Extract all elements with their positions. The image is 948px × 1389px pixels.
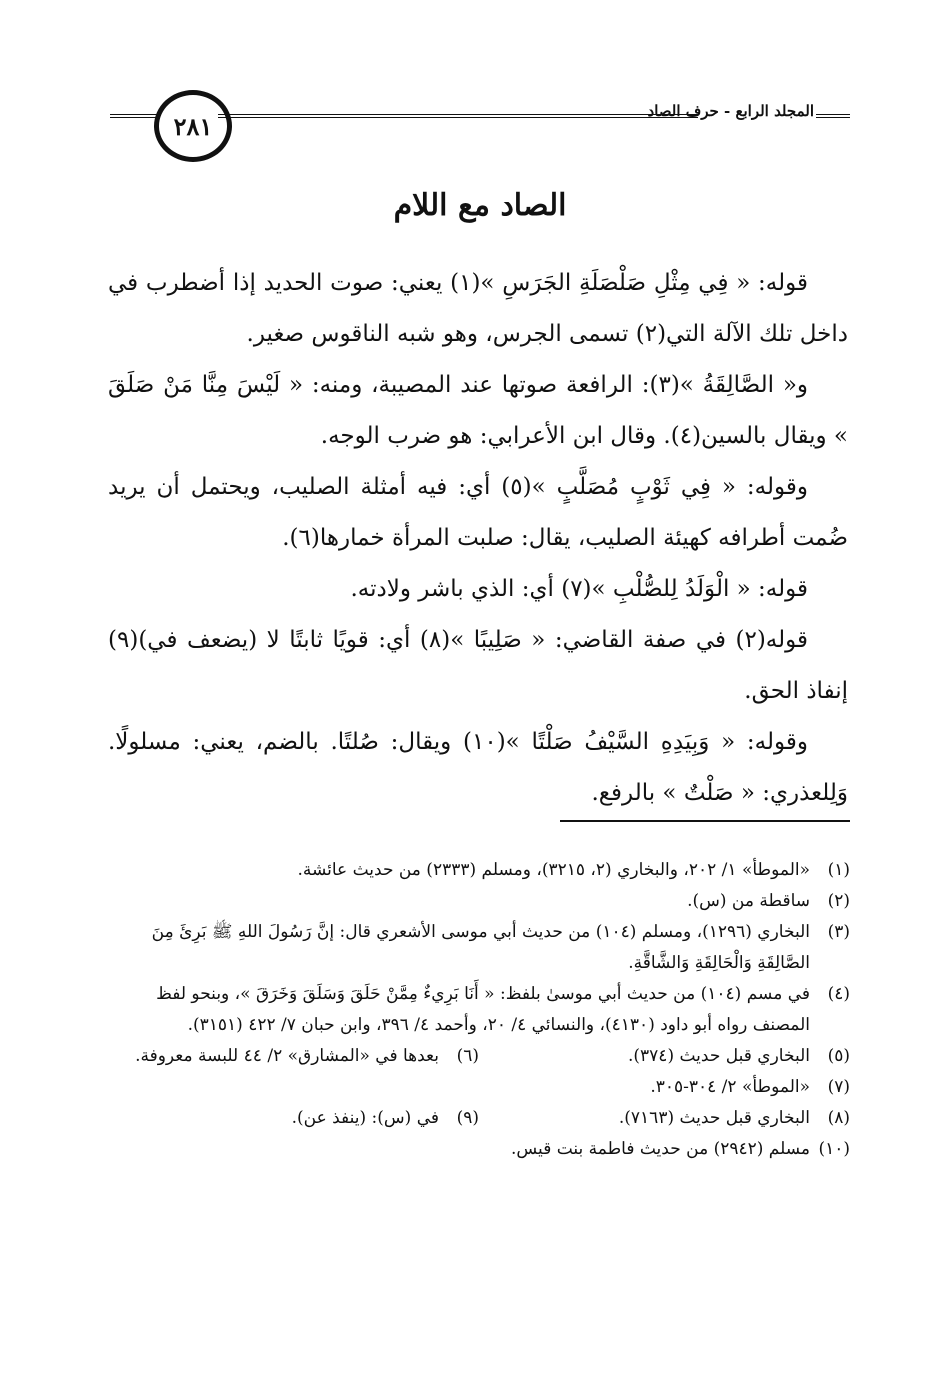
page-header <box>110 88 850 168</box>
footnote-number: (١٠) <box>818 1139 850 1159</box>
header-rule-right <box>816 114 850 118</box>
footnote-text: مسلم (٢٩٤٢) من حديث فاطمة بنت قيس. <box>510 1139 810 1159</box>
header-rule-middle <box>218 114 698 118</box>
paragraph: وقوله: « وَبِيَدِهِ السَّيْفُ صَلْتًا »(١٠) ويقال: صُلتًا. بالضم، يعني: مسلولًا. وَلِلعذري: « صَلْتٌ » بالرفع. <box>108 729 848 806</box>
footnotes <box>108 855 850 1165</box>
footnote <box>108 979 850 1041</box>
section-title: الصاد مع اللام <box>393 188 567 223</box>
paragraph: قوله(٢) في صفة القاضي: « صَلِيبًا »(٨) أي: قويًا ثابتًا لا (يضعف في)(٩) إنفاذ الحق. <box>108 627 848 704</box>
footnote-text: البخاري قبل حديث (٧١٦٣). <box>618 1108 810 1128</box>
footnote <box>479 1103 850 1134</box>
footnote-text: البخاري قبل حديث (٣٧٤). <box>628 1046 810 1066</box>
footnote <box>108 855 850 886</box>
footnote-text: «الموطأ» ١/ ٢٠٢، والبخاري (٢، ٣٢١٥)، ومسلم (٢٣٣٣) من حديث عائشة. <box>297 860 810 880</box>
footnote-number: (٤) <box>827 984 850 1004</box>
footnote-number: (٩) <box>456 1108 479 1128</box>
footnote <box>108 1041 479 1072</box>
paragraph: قوله: « الْوَلَدُ لِلصُّلْبِ »(٧) أي: الذي باشر ولادته. <box>350 576 808 602</box>
page-number: ٢٨١ <box>154 90 232 162</box>
footnote-number: (١) <box>827 860 850 880</box>
footnote-number: (٥) <box>827 1046 850 1066</box>
footnote-row <box>108 1041 850 1072</box>
footnote-number: (٢) <box>827 891 850 911</box>
footnote-text: ساقطة من (س). <box>687 891 810 911</box>
footnote-row <box>108 1103 850 1134</box>
footnote-divider <box>560 820 850 822</box>
footnote <box>108 1103 479 1134</box>
header-rule-left <box>110 114 160 118</box>
paragraph: وقوله: « فِي ثَوْبٍ مُصَلَّبٍ »(٥) أي: فيه أمثلة الصليب، ويحتمل أن يريد ضُمت أطرافه كهيئة الصليب، يقال: صلبت المرأة خمارها(٦). <box>108 474 848 551</box>
footnote-text: «الموطأ» ٢/ ٣٠٤-٣٠٥. <box>650 1077 810 1097</box>
footnote-text: البخاري (١٢٩٦)، ومسلم (١٠٤) من حديث أبي موسى الأشعري قال: إنَّ رَسُولَ اللهِ ﷺ بَرِئَ مِنَ الصَّالِقَةِ وَالْحَالِقَةِ وَالشَّاقَّةِ. <box>151 922 810 973</box>
paragraph: و« الصَّالِقَةُ »(٣): الرافعة صوتها عند المصيبة، ومنه: « لَيْسَ مِنَّا مَنْ صَلَقَ » ويقال بالسين(٤). وقال ابن الأعرابي: هو ضرب الوجه. <box>108 372 848 449</box>
footnote-number: (٣) <box>827 922 850 942</box>
main-text <box>108 258 848 819</box>
footnote-text: بعدها في «المشارق» ٢/ ٤٤ للبسة معروفة. <box>135 1046 439 1066</box>
footnote <box>108 1072 850 1103</box>
footnote-text: في مسم (١٠٤) من حديث أبي موسىٰ بلفظ: « أَنَا بَرِيءٌ مِمَّنْ حَلَقَ وَسَلَقَ وَخَرَقَ »، وبنحو لفظ المصنف رواه أبو داود (٤١٣٠)، والنسائي ٤/ ٢٠، وأحمد ٤/ ٣٩٦، وابن حبان ٧/ ٤٢٢ (٣١٥١). <box>156 984 810 1035</box>
footnote <box>108 917 850 979</box>
footnote-number: (٨) <box>827 1108 850 1128</box>
footnote <box>108 886 850 917</box>
footnote-number: (٦) <box>456 1046 479 1066</box>
paragraph: قوله: « فِي مِثْلِ صَلْصَلَةِ الجَرَسِ »(١) يعني: صوت الحديد إذا أضطرب في داخل تلك الآلة التي(٢) تسمى الجرس، وهو شبه الناقوس صغير. <box>108 270 848 347</box>
footnote <box>108 1134 850 1165</box>
footnote <box>479 1041 850 1072</box>
footnote-number: (٧) <box>827 1077 850 1097</box>
footnote-text: في (س): (ينفذ عن). <box>291 1108 439 1128</box>
running-head: المجلد الرابع - حرف الصاد <box>647 102 814 120</box>
